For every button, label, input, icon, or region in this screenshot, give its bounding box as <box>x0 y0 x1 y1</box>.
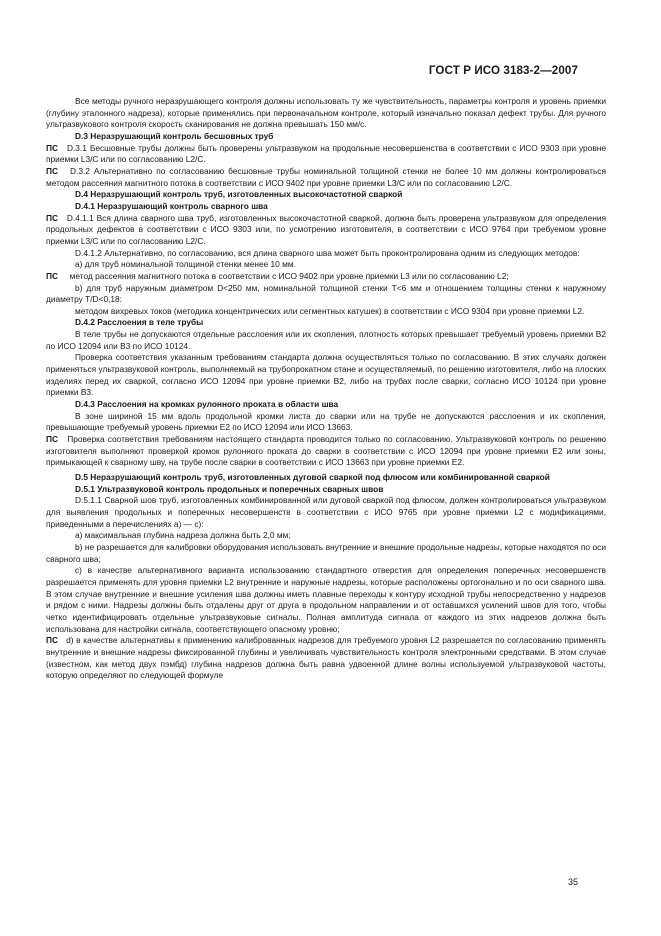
list-item: b) не разрешается для калибровки оборудования использовать внутренние и внешние продольные надрезы, которые находятся по оси сварного шва; <box>46 541 606 564</box>
paragraph <box>46 271 606 283</box>
pc-marker: ПС <box>46 142 59 153</box>
paragraph: Все методы ручного неразрушающего контроля должны использовать ту же чувствительность, параметры контроля и уровень приемки (глубину эталонного надреза), которые применялись при первоначальном контроле, который изначально показал дефект трубы. Для ручного ультразвукового контроля скорость сканирования не должна превышать 150 мм/с. <box>46 96 606 130</box>
section-heading: D.5 Неразрушающий контроль труб, изготовленных дуговой сваркой под флюсом или комбинированной сваркой <box>75 472 550 482</box>
paragraph-text: D.4.1.1 Вся длина сварного шва труб, изготовленных высокочастотной сваркой, должна быть проверена ультразвуком для определения продольных дефектов в соответствии с ИСО 9303 или, по усмотрению изготовителя, в соответствии с ИСО 9764 при требуемом уровне приемки L3/C или по согласованию L2/C. <box>46 212 606 246</box>
paragraph: В зоне шириной 15 мм вдоль продольной кромки листа до сварки или на трубе не допускаются расслоения и их скопления, превышающие требуемый уровень приемки E2 по ИСО 12094 или ИСО 13663. <box>46 410 606 433</box>
paragraph: D.4.1.2 Альтернативно, по согласованию, вся длина сварного шва может быть проконтролирована одним из следующих методов: <box>75 247 580 258</box>
list-item: a) максимальная глубина надреза должна быть 2,0 мм; <box>75 530 291 541</box>
pc-marker: ПС <box>46 635 59 646</box>
paragraph: Проверка соответствия указанным требованиям стандарта должна осуществляться только по согласованию. В этих случаях должен применяться ультразвуковой контроль, выполняемый на трубопрокатном стане и осуществляемый, по решению изготовителя, либо на плоских изделиях перед их сваркой, согласно ИСО 12094 при уровне приемки B2, либо на трубах после сварки, согласно ИСО 10124 при уровне приемки B3. <box>46 352 606 398</box>
paragraph: D.5.1.1 Сварной шов труб, изготовленных комбинированной или дуговой сваркой под флюсом, должен контролироваться ультразвуком для выявления продольных и поперечных несовершенств в соответствии с ИСО 9765 при уровне приемки L2 с модификациями, приведенными в перечислениях a) — c): <box>46 495 606 529</box>
paragraph-text: d) в качестве альтернативы к применению калиброванных надрезов для требуемого уровня L2 разрешается по согласованию применять внутренние и внешние надрезы фиксированной глубины и увеличивать чувствительность контроля электронными средствами. В этом случае (известном, как метод двух пэмбд) глубина надрезов должна быть равна удвоенной длине волны используемой ультразвуковой частоты, которую определяют по следующей формуле <box>46 635 606 681</box>
section-heading: D.3 Неразрушающий контроль бесшовных труб <box>75 130 274 141</box>
page-number: 35 <box>567 877 578 887</box>
paragraph <box>46 166 606 189</box>
pc-marker: ПС <box>46 434 59 445</box>
paragraph-text: D.3.1 Бесшовные трубы должны быть проверены ультразвуком на продольные несовершенства в соответствии с ИСО 9303 при уровне приемки L3/C или по согласованию L2/C. <box>46 142 606 165</box>
paragraph <box>46 213 606 248</box>
list-item: a) для труб номинальной толщиной стенки менее 10 мм. <box>75 259 296 270</box>
paragraph <box>46 434 606 469</box>
pc-marker: ПС <box>46 165 59 176</box>
paragraph <box>46 143 606 166</box>
paragraph <box>46 635 606 682</box>
subsection-heading: D.4.3 Расслоения на кромках рулонного проката в области шва <box>75 399 339 410</box>
section-heading: D.4 Неразрушающий контроль труб, изготовленных высокочастотной сваркой <box>75 189 403 200</box>
list-item: b) для труб наружным диаметром D<250 мм, номинальной толщиной стенки T<6 мм и отношением толщины стенки к наружному диаметру T/D<0,18: <box>46 282 606 305</box>
subsection-heading: D.4.2 Расслоения в теле трубы <box>75 317 204 328</box>
pc-marker: ПС <box>46 212 59 223</box>
paragraph-text: D.3.2 Альтернативно по согласованию бесшовные трубы номинальной толщиной стенки не более 10 мм должны контролироваться методом рассеяния магнитного потока в соответствии с ИСО 9402 при уровне приемки L3/C или по согласованию L2/C. <box>46 165 606 188</box>
document-body <box>46 96 606 682</box>
subsection-heading: D.5.1 Ультразвуковой контроль продольных и поперечных сварных швов <box>75 483 384 494</box>
paragraph-text: Проверка соответствия требованиям настоящего стандарта проводится только по согласованию. Ультразвуковой контроль по решению изготовителя выполняют проверкой кромок рулонного проката до сварки в соответствии с ИСО 12094 при уровне приемки E2 или зоны, примыкающей к сварному шву, на трубе после сварки в соответствии с ИСО 13663 при уровне приемки E2. <box>46 434 606 468</box>
document-header: ГОСТ Р ИСО 3183-2—2007 <box>428 64 578 77</box>
paragraph-text: метод рассеяния магнитного потока в соответствии с ИСО 9402 при уровне приемки L3 или по согласованию L2; <box>69 270 509 281</box>
paragraph: В теле трубы не допускаются отдельные расслоения или их скопления, плотность которых превышает требуемый уровень приемки B2 по ИСО 12094 или B3 по ИСО 10124. <box>46 329 606 351</box>
subsection-heading: D.4.1 Неразрушающий контроль сварного шва <box>75 200 268 211</box>
paragraph: методом вихревых токов (методика концентрических или сегментных катушек) в соответствии с ИСО 9304 при уровне приемки L2. <box>75 305 585 316</box>
list-item: c) в качестве альтернативного варианта использованию стандартного отверстия для определения поперечных несовершенств разрешается применять для уровня приемки L2 внутренние и наружные надрезы, которые расположены ортогонально и по оси сварного шва. В этом случае внутренние и внешние усиления шва должны иметь плавные переходы к контуру исходной трубы непосредственно у надрезов и рядом с ними. Надрезы должны быть отдалены друг от друга в продольном направлении и от оставшихся усилений швов для того, чтобы четко идентифицировать отдельные ультразвуковые сигналы. Полная амплитуда сигнала от каждого из этих надрезов должна быть использована для настройки сигнала, соответствующего опасному уровню; <box>46 565 606 634</box>
pc-marker: ПС <box>46 270 59 281</box>
